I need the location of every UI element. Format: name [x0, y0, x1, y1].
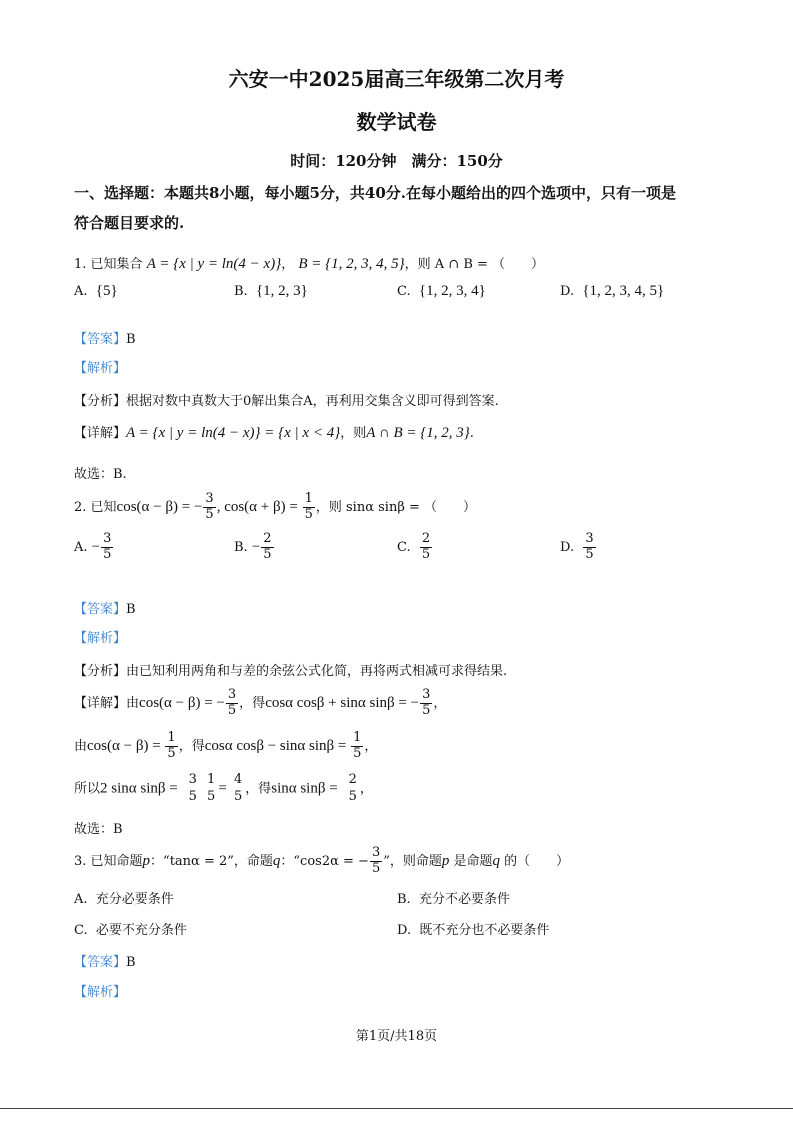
question-3-stem	[74, 846, 569, 877]
q2-prefix: 2. 已知	[74, 499, 117, 515]
exam-meta: 时间：120分钟 满分：150分	[290, 152, 503, 170]
q1-ask: ，则 A ∩ B = （ ）	[404, 257, 545, 272]
q3-frac-num: 3	[371, 845, 381, 860]
q2-d1-expr-b: cosα cosβ + sinα sinβ = −	[265, 694, 420, 711]
q2-d3-frac-d	[347, 773, 359, 805]
q2-frac-2	[303, 492, 315, 523]
q1-answer-tag: 【答案】	[74, 332, 127, 347]
q2-d3-frac-c-num: 4	[233, 772, 243, 787]
q3-ask: 的（ ）	[500, 853, 570, 869]
q2-option-d-den: 5	[585, 546, 594, 562]
q2-analysis-tag: 【解析】	[74, 631, 127, 646]
q3-answer-tag: 【答案】	[74, 955, 127, 970]
q2-choose: 故选：B	[74, 822, 123, 837]
q3-option-c[interactable]	[74, 919, 187, 938]
q2-d3-frac-a	[187, 773, 199, 805]
q2-d3-frac-b-num: 1	[207, 772, 216, 787]
exam-subtitle: 数学试卷	[356, 110, 437, 134]
q2-d3-frac-a-den: 5	[188, 788, 197, 804]
q2-option-c-den: 5	[421, 546, 431, 562]
q2-option-a-frac	[101, 532, 113, 563]
q2-d2-expr-a: cos(α − β) =	[87, 737, 165, 754]
q2-d1-mid: ，得	[239, 695, 266, 711]
q2-d1-end: ，	[433, 695, 447, 711]
q2-d2-expr-b: cosα cosβ − sinα sinβ =	[204, 737, 351, 754]
q3-option-a[interactable]	[74, 888, 174, 907]
q1-detail-result: A ∩ B = {1, 2, 3}	[366, 425, 470, 441]
q3-after: ”，则命题	[383, 853, 442, 869]
q2-option-d-frac	[583, 532, 595, 563]
q2-frac-2-den: 5	[304, 506, 313, 522]
q1-fenxi	[74, 390, 499, 409]
q3-option-d-text: 既不充分也不必要条件	[419, 923, 550, 938]
q2-option-d-label: D.	[560, 539, 575, 555]
q1-detail-mid: ，则	[340, 426, 367, 441]
q2-d2-frac-a	[165, 731, 177, 762]
q1-option-d-text: {1, 2, 3, 4, 5}	[582, 283, 665, 299]
q2-fenxi	[74, 660, 507, 679]
q1-answer	[74, 328, 136, 347]
q1-choose: 故选：B.	[74, 467, 127, 482]
q2-d1-expr-a: cos(α − β) = −	[139, 694, 225, 711]
q1-fenxi-text: 根据对数中真数大于0解出集合A，再利用交集含义即可得到答案.	[126, 394, 499, 409]
q2-d1-frac-b-num: 3	[422, 687, 431, 702]
q2-option-a-den: 5	[103, 546, 112, 562]
q2-frac-1-num: 3	[205, 491, 214, 506]
q3-option-b[interactable]	[397, 888, 510, 907]
q1-option-a-label: A.	[74, 284, 88, 299]
q2-option-b-den: 5	[263, 546, 272, 562]
q2-detail-line1	[74, 688, 446, 719]
q2-option-c-num: 2	[421, 531, 431, 546]
q2-d1-frac-b-den: 5	[422, 702, 431, 718]
q2-option-b-frac	[261, 532, 273, 563]
q3-option-d[interactable]	[397, 919, 549, 938]
q1-fenxi-tag: 【分析】	[74, 394, 127, 409]
q2-answer	[74, 598, 136, 617]
q2-d2-frac-b	[351, 731, 363, 762]
q1-option-d-label: D.	[560, 284, 575, 299]
q2-d2-frac-a-num: 1	[167, 730, 176, 745]
q2-frac-2-num: 1	[304, 491, 313, 506]
q2-option-c[interactable]	[397, 532, 433, 563]
q1-set-b: B = {1, 2, 3, 4, 5}	[298, 256, 405, 272]
q2-d3-frac-d-den: 5	[348, 788, 357, 804]
q2-d3-expr-a: 2 sinα sinβ =	[100, 780, 182, 797]
q2-d3-frac-c-den: 5	[233, 788, 243, 804]
q3-frac	[370, 846, 382, 877]
q2-detail-line3	[74, 773, 373, 805]
q2-d3-frac-d-num: 2	[348, 772, 357, 787]
q1-option-c-text: {1, 2, 3, 4}	[418, 283, 486, 299]
q3-option-b-label: B.	[397, 892, 411, 907]
q2-option-c-frac	[420, 532, 432, 563]
q2-frac-1	[203, 492, 215, 523]
q3-option-b-text: 充分不必要条件	[418, 892, 510, 907]
q1-detail-math: A = {x | y = ln(4 − x)} = {x | x < 4}	[126, 425, 341, 441]
q1-set-a: A = {x | y = ln(4 − x)}	[146, 256, 282, 272]
q2-d3-mid: ，得	[245, 781, 272, 797]
q2-d1-frac-a	[226, 688, 238, 719]
q1-option-c[interactable]	[397, 283, 486, 300]
q3-option-c-text: 必要不充分条件	[95, 923, 187, 938]
q3-option-c-label: C.	[74, 923, 88, 938]
q2-expr-1: cos(α − β) = −	[116, 498, 203, 515]
q1-option-a[interactable]	[74, 283, 118, 300]
page-bottom-divider	[0, 1108, 793, 1109]
q3-option-a-label: A.	[74, 892, 88, 907]
q1-detail-tag: 【详解】	[74, 426, 127, 441]
q2-d3-pre: 所以	[74, 781, 101, 797]
q2-answer-tag: 【答案】	[74, 602, 127, 617]
q3-answer	[74, 951, 136, 970]
q3-option-a-text: 充分必要条件	[95, 892, 174, 907]
q2-d2-mid: ，得	[178, 738, 205, 754]
q2-option-b-label: B.	[234, 539, 248, 555]
q2-option-a-num: 3	[103, 531, 112, 546]
q3-p: p	[142, 852, 151, 869]
q3-analysis-tag: 【解析】	[74, 985, 127, 1000]
q2-d3-expr-b: sinα sinβ =	[271, 780, 342, 797]
q3-colon-q: ：“cos2α = −	[280, 853, 369, 869]
section-heading-line2: 符合题目要求的.	[74, 214, 185, 232]
q2-expr-2: , cos(α + β) =	[216, 498, 302, 515]
q2-d2-frac-b-den: 5	[353, 745, 362, 761]
q2-d2-end: ，	[364, 738, 378, 754]
q3-p2: p	[441, 852, 450, 869]
q2-d3-frac-b-den: 5	[207, 788, 216, 804]
q2-frac-1-den: 5	[205, 506, 214, 522]
q2-d1-frac-b	[420, 688, 432, 719]
q1-prefix: 1. 已知集合	[74, 257, 143, 272]
q2-detail-tag: 【详解】	[74, 695, 127, 711]
q2-d1-frac-a-num: 3	[227, 687, 237, 702]
q3-q2: q	[492, 852, 501, 869]
q2-d2-frac-b-num: 1	[353, 730, 362, 745]
q1-answer-value: B	[126, 332, 136, 347]
q3-prefix: 3. 已知命题	[74, 853, 143, 869]
q3-q: q	[272, 852, 281, 869]
q2-fenxi-tag: 【分析】	[74, 664, 127, 679]
q2-option-b-sign: −	[251, 538, 261, 555]
q2-option-b[interactable]	[234, 532, 275, 563]
q1-option-b-label: B.	[234, 284, 248, 299]
q2-d1-pre: 由	[126, 695, 140, 711]
exam-title: 六安一中2025届高三年级第二次月考	[228, 67, 565, 91]
q2-detail-line2	[74, 731, 377, 762]
q2-d2-pre: 由	[74, 738, 88, 754]
q1-option-b-text: {1, 2, 3}	[255, 283, 308, 299]
q1-sep: ，	[281, 257, 295, 272]
q1-option-d[interactable]	[560, 283, 664, 300]
q1-option-a-text: {5}	[95, 283, 118, 299]
q2-option-d[interactable]	[560, 532, 597, 563]
q2-ask: ，则 sinα sinβ = （ ）	[315, 499, 476, 515]
section-heading-line1: 一、选择题：本题共8小题，每小题5分，共40分.在每小题给出的四个选项中，只有一项是	[74, 184, 676, 202]
q3-option-d-label: D.	[397, 923, 412, 938]
q2-d2-frac-a-den: 5	[167, 745, 176, 761]
q1-option-b[interactable]	[234, 283, 308, 300]
q1-detail	[74, 422, 474, 442]
q2-d3-eq: =	[218, 780, 227, 797]
q3-is: 是命题	[449, 853, 493, 869]
q2-option-d-num: 3	[585, 531, 594, 546]
q2-option-a-sign: −	[91, 538, 101, 555]
q2-option-c-label: C.	[397, 539, 411, 555]
q2-option-a[interactable]	[74, 532, 114, 563]
q3-colon-p: ：“tanα = 2”，命题	[150, 853, 273, 869]
q2-d3-frac-a-num: 3	[188, 772, 197, 787]
q1-analysis-tag: 【解析】	[74, 361, 127, 376]
q2-answer-value: B	[126, 602, 136, 617]
q1-option-c-label: C.	[397, 284, 411, 299]
q2-d3-frac-c	[232, 773, 244, 805]
question-1-stem	[74, 253, 544, 273]
q2-d1-frac-a-den: 5	[227, 702, 237, 718]
q2-d3-end: ，	[359, 781, 373, 797]
q3-frac-den: 5	[371, 860, 381, 876]
q2-option-b-num: 2	[263, 531, 272, 546]
q1-detail-end: .	[469, 426, 474, 441]
q2-option-a-label: A.	[74, 539, 88, 555]
q2-fenxi-text: 由已知利用两角和与差的余弦公式化简，再将两式相减可求得结果.	[126, 664, 508, 679]
q3-answer-value: B	[126, 955, 136, 970]
page-number: 第1页/共18页	[355, 1029, 438, 1044]
q2-d3-frac-b	[205, 773, 217, 805]
question-2-stem	[74, 492, 476, 523]
